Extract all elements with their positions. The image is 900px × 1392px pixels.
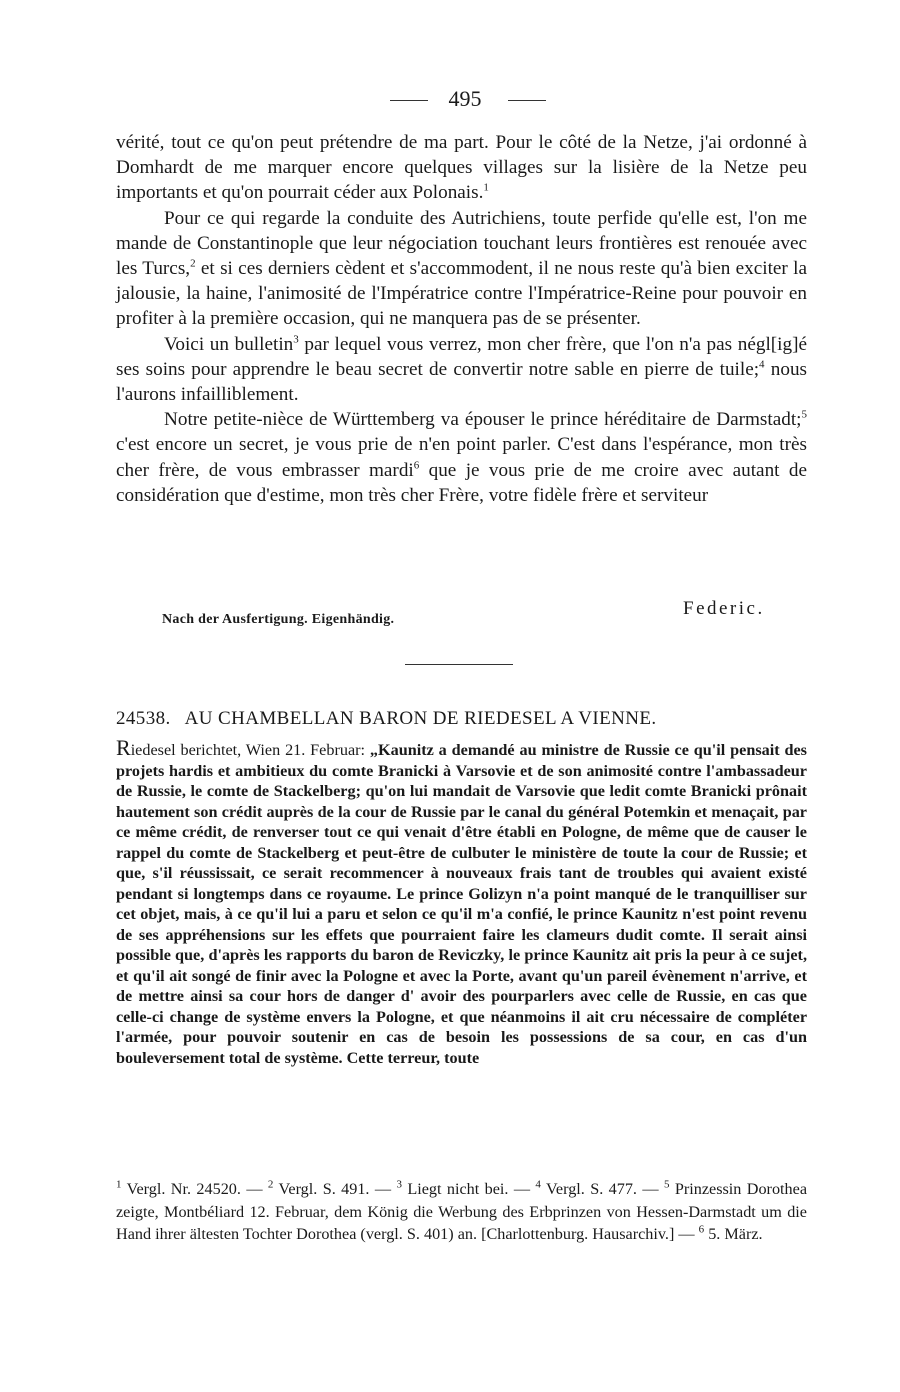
letter-text: que je vous prie de me croire avec autant de considération que d'estime, mon très cher Frère, votre fidèle frère et serviteur [116,459,807,506]
letter-text: Pour ce qui regarde la conduite des Autrichiens, toute perfide qu'elle est, l'on me mande de Constantinople que leur négociation touchant leurs frontières est renouée avec les Turcs, [116,207,807,280]
footnote-1: Vergl. Nr. 24520. — [121,1180,268,1198]
footnote-ref-6: 6 [413,459,420,472]
footnote-ref-5: 5 [801,408,807,421]
entry-title: AU CHAMBELLAN BARON DE RIEDESEL A VIENNE. [184,708,657,729]
letter-text: Notre petite-nièce de Württemberg va épouser le prince héréditaire de Darmstadt; [164,409,802,431]
letter-body [116,130,807,508]
header-rule-left [390,100,428,101]
footnote-ref-1: 1 [483,182,489,195]
report-paragraph [116,735,807,1068]
footnote-mark-6: 6 [698,1223,705,1236]
footnote-mark-4: 4 [535,1178,541,1191]
letter-paragraph-2 [116,206,807,332]
footnote-5: Prinzessin Dorothea zeigte, Montbéliard 12. Februar, dem König die Werbung des Erbprinzen von Hessen-Darmstadt um die Hand ihrer ältesten Tochter Dorothea (vergl. S. 401) an. [Charlottenburg. Hausarchiv.] — [116,1180,808,1243]
page-number: 495 [448,86,482,111]
letter-paragraph-3 [116,332,807,408]
footnote-3: Liegt nicht bei. — [401,1180,536,1198]
footnote-paragraph [116,1178,807,1246]
source-note: Nach der Ausfertigung. Eigenhändig. [162,612,395,627]
footnote-mark-3: 3 [396,1178,402,1191]
footnote-2: Vergl. S. 491. — [273,1180,397,1198]
footnote-mark-2: 2 [267,1178,274,1191]
letter-paragraph-1 [116,130,807,206]
footnote-ref-2: 2 [190,257,196,270]
footnote-ref-3: 3 [293,333,299,346]
report-body [116,735,807,1068]
footnote-6: 5. März. [704,1225,763,1243]
footnotes [116,1178,807,1246]
letter-text: par lequel vous verrez, mon cher frère, que l'on n'a pas négl[ig]é ses soins pour apprendre le beau secret de convertir notre sable en pierre de tuile; [116,333,807,380]
report-intro: iedesel berichtet, Wien 21. Februar: [130,741,366,759]
report-text: „Kaunitz a demandé au ministre de Russie ce qu'il pensait des projets hardis et ambitieux du comte Branicki à Varsovie et de son animosité contre l'ambassadeur de Russie, le comte de Stackelberg; qu'on lui mandait de Varsovie que ledit comte Branicki prônait hautement son crédit auprès de la cour de Russie par le canal du général Potemkin et menaçait, par ce même crédit, de renverser tout ce qui venait d'être établi en Pologne, de même que de causer le rappel du comte de Stackelberg et peut-être de culbuter le ministère de toute la cour de Russie; et que, s'il réussissait, ce serait recommencer à nouveaux frais tant de troubles qui avaient existé pendant si longtemps dans ce royaume. Le prince Golizyn n'a point manqué de le tranquilliser sur cet objet, mais, à ce qu'il lui a paru et selon ce qu'il m'a confié, le prince Kaunitz n'est point revenu de ses appréhensions sur les effets que pourraient faire les clameurs dudit comte. Il serait ainsi possible que, d'après les rapports du baron de Reviczky, le prince Kaunitz ait pris la peur à ce sujet, et qu'il ait songé de finir avec la Pologne et avec la Porte, avant qu'un pareil évènement n'arrive, et de mettre ainsi sa cour hors de danger d' avoir des pourparlers avec celle de Russie, en cas que celle-ci change de système envers la Pologne, et que néanmoins il ait cru nécessaire de compléter l'armée, pour pouvoir soutenir en cas de besoin les possessions de sa cour, en cas d'un bouleversement total de système. Cette terreur, toute [116,741,807,1067]
letter-text: vérité, tout ce qu'on peut prétendre de ma part. Pour le côté de la Netze, j'ai ordonné à Domhardt de me marquer encore quelques villages sur la lisière de la Netze peu importants et qu'on pourrait céder aux Polonais. [116,132,807,204]
letter-text: nous l'aurons infailliblement. [116,358,807,406]
letter-text: Voici un bulletin [164,333,294,355]
entry-heading [116,708,807,730]
footnote-mark-1: 1 [116,1178,122,1191]
footnote-4: Vergl. S. 477. — [540,1180,664,1198]
letter-text: c'est encore un secret, je vous prie de n'en point parler. C'est dans l'espérance, mon très cher frère, de vous embrasser mardi [116,434,807,481]
header-rule-right [508,100,546,101]
signature: Federic. [683,598,765,619]
page-header [0,86,900,116]
section-divider [405,664,513,665]
entry-number: 24538. [116,708,171,729]
footnote-ref-4: 4 [759,358,765,371]
lead-initial: R [116,735,131,760]
letter-text: et si ces derniers cèdent et s'accommodent, il ne nous reste qu'à bien exciter la jalousie, la haine, l'animosité de l'Impératrice contre l'Impératrice-Reine pour pouvoir en profiter à la première occasion, qui ne manquera pas de se présenter. [116,258,807,330]
letter-paragraph-4 [116,407,807,508]
footnote-mark-5: 5 [663,1178,670,1191]
